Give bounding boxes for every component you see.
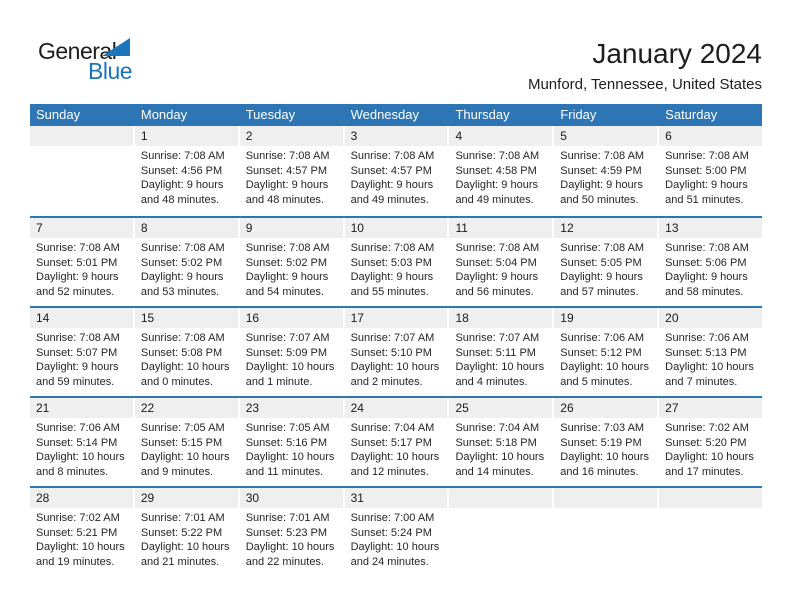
day-number: 10	[350, 221, 364, 235]
day-number: 9	[245, 221, 253, 235]
day-number-cell	[135, 126, 240, 146]
daylight-text-line2: and 52 minutes.	[36, 285, 115, 298]
sunset-text: Sunset: 5:14 PM	[36, 436, 118, 449]
day-number-cell	[135, 218, 240, 238]
sunset-text: Sunset: 5:08 PM	[140, 346, 223, 359]
day-number-cell	[554, 308, 659, 328]
day-cell	[554, 508, 659, 569]
weekday-header-sunday: Sunday	[36, 107, 81, 122]
sunset-text: Sunset: 5:24 PM	[350, 526, 432, 539]
day-cell	[659, 146, 762, 207]
sunrise-text: Sunrise: 7:08 AM	[455, 242, 540, 254]
daylight-text-line1: Daylight: 10 hours	[665, 451, 754, 463]
sunset-text: Sunset: 5:18 PM	[455, 436, 537, 449]
day-cell	[240, 508, 345, 569]
sunset-text: Sunset: 5:20 PM	[665, 436, 747, 449]
day-number-cell	[345, 126, 450, 146]
sunrise-text: Sunrise: 7:05 AM	[140, 422, 225, 434]
day-number-cell	[659, 126, 762, 146]
week-content-row	[30, 328, 762, 389]
day-number-cell	[240, 308, 345, 328]
daylight-text-line2: and 57 minutes.	[560, 285, 639, 298]
day-number: 3	[350, 129, 358, 143]
sunset-text: Sunset: 5:13 PM	[665, 346, 747, 359]
day-cell	[30, 418, 135, 479]
day-cell	[554, 146, 659, 207]
day-number: 2	[245, 129, 253, 143]
daylight-text-line2: and 21 minutes.	[140, 555, 220, 568]
sunrise-text: Sunrise: 7:08 AM	[245, 150, 330, 162]
sunset-text: Sunset: 5:05 PM	[560, 256, 642, 269]
sunrise-text: Sunrise: 7:07 AM	[245, 332, 330, 344]
daylight-text-line2: and 17 minutes.	[665, 465, 744, 478]
week-content-row	[30, 146, 762, 207]
daylight-text-line2: and 11 minutes.	[245, 465, 324, 478]
sunset-text: Sunset: 4:57 PM	[245, 164, 328, 177]
weekday-header-tuesday: Tuesday	[245, 107, 296, 122]
day-cell	[659, 418, 762, 479]
day-cell	[554, 238, 659, 299]
week-row	[30, 216, 762, 306]
sunrise-text: Sunrise: 7:08 AM	[455, 150, 540, 162]
day-number: 28	[36, 491, 50, 505]
calendar-table	[30, 104, 762, 576]
day-cell	[659, 328, 762, 389]
day-number: 25	[455, 401, 469, 415]
sunset-text: Sunset: 5:01 PM	[36, 256, 118, 269]
daylight-text-line1: Daylight: 9 hours	[140, 271, 224, 283]
weekday-header-thursday: Thursday	[455, 107, 510, 122]
weekday-header-friday: Friday	[560, 107, 597, 122]
sunset-text: Sunset: 5:07 PM	[36, 346, 118, 359]
daylight-text-line2: and 8 minutes.	[36, 465, 109, 478]
daylight-text-line2: and 16 minutes.	[560, 465, 639, 478]
sunset-text: Sunset: 5:02 PM	[245, 256, 328, 269]
day-cell	[30, 508, 135, 569]
general-blue-logo	[38, 40, 178, 82]
daylight-text-line2: and 50 minutes.	[560, 193, 639, 206]
day-cell	[449, 238, 554, 299]
day-number: 11	[455, 221, 468, 235]
day-number-cell	[30, 488, 135, 508]
week-row	[30, 486, 762, 576]
sunrise-text: Sunrise: 7:08 AM	[350, 150, 435, 162]
daylight-text-line2: and 14 minutes.	[455, 465, 534, 478]
sunset-text: Sunset: 5:10 PM	[350, 346, 432, 359]
day-cell	[345, 418, 450, 479]
day-number-cell	[449, 398, 554, 418]
daylight-text-line1: Daylight: 10 hours	[140, 451, 230, 463]
daylight-text-line2: and 9 minutes.	[140, 465, 214, 478]
day-number-cell	[554, 126, 659, 146]
sunset-text: Sunset: 4:59 PM	[560, 164, 642, 177]
daylight-text-line2: and 51 minutes.	[665, 193, 744, 206]
day-number-cell	[345, 308, 450, 328]
daylight-text-line1: Daylight: 9 hours	[455, 179, 538, 191]
day-cell	[240, 146, 345, 207]
day-number: 20	[665, 311, 679, 325]
sunset-text: Sunset: 5:12 PM	[560, 346, 642, 359]
day-number-cell	[449, 308, 554, 328]
sunrise-text: Sunrise: 7:08 AM	[140, 332, 225, 344]
sunrise-text: Sunrise: 7:01 AM	[245, 512, 330, 524]
daylight-text-line2: and 48 minutes.	[140, 193, 220, 206]
day-number: 22	[140, 401, 155, 415]
daylight-text-line1: Daylight: 10 hours	[140, 541, 230, 553]
page-title: January 2024	[592, 38, 762, 69]
day-number-cell	[240, 398, 345, 418]
sunrise-text: Sunrise: 7:06 AM	[665, 332, 749, 344]
daylight-text-line2: and 54 minutes.	[245, 285, 324, 298]
day-number: 24	[350, 401, 364, 415]
day-number-cell	[345, 398, 450, 418]
daylight-text-line1: Daylight: 9 hours	[560, 179, 643, 191]
daylight-text-line1: Daylight: 10 hours	[245, 451, 335, 463]
day-number: 8	[140, 221, 148, 235]
sunrise-text: Sunrise: 7:08 AM	[560, 242, 645, 254]
daylight-text-line1: Daylight: 10 hours	[36, 451, 125, 463]
day-number: 6	[665, 129, 672, 143]
day-number-cell	[449, 126, 554, 146]
day-number: 30	[245, 491, 260, 505]
daylight-text-line2: and 59 minutes.	[36, 375, 115, 388]
daylight-text-line1: Daylight: 9 hours	[350, 179, 434, 191]
daylight-text-line1: Daylight: 10 hours	[350, 541, 440, 553]
sunset-text: Sunset: 5:09 PM	[245, 346, 328, 359]
daylight-text-line2: and 2 minutes.	[350, 375, 423, 388]
weekday-header-monday: Monday	[140, 107, 188, 122]
daylight-text-line2: and 55 minutes.	[350, 285, 429, 298]
sunrise-text: Sunrise: 7:08 AM	[140, 150, 225, 162]
day-number: 1	[140, 129, 148, 143]
sunrise-text: Sunrise: 7:04 AM	[455, 422, 540, 434]
day-number-cell	[240, 488, 345, 508]
day-cell	[345, 328, 450, 389]
day-cell	[135, 146, 240, 207]
daylight-text-line1: Daylight: 9 hours	[245, 271, 329, 283]
daylight-text-line2: and 19 minutes.	[36, 555, 115, 568]
daylight-text-line1: Daylight: 10 hours	[665, 361, 754, 373]
day-cell	[659, 508, 762, 569]
week-content-row	[30, 418, 762, 479]
day-number: 4	[455, 129, 463, 143]
daylight-text-line2: and 5 minutes.	[560, 375, 633, 388]
day-cell	[240, 238, 345, 299]
day-number: 21	[36, 401, 50, 415]
week-row	[30, 306, 762, 396]
sunrise-text: Sunrise: 7:02 AM	[36, 512, 120, 524]
daylight-text-line2: and 56 minutes.	[455, 285, 534, 298]
daylight-text-line1: Daylight: 9 hours	[665, 179, 748, 191]
daylight-text-line2: and 49 minutes.	[350, 193, 429, 206]
daylight-text-line2: and 49 minutes.	[455, 193, 534, 206]
sunrise-text: Sunrise: 7:07 AM	[455, 332, 540, 344]
daylight-text-line2: and 24 minutes.	[350, 555, 429, 568]
sunrise-text: Sunrise: 7:08 AM	[665, 150, 749, 162]
sunrise-text: Sunrise: 7:07 AM	[350, 332, 435, 344]
daylight-text-line1: Daylight: 9 hours	[36, 271, 119, 283]
daylight-text-line1: Daylight: 9 hours	[665, 271, 748, 283]
day-number: 15	[140, 311, 155, 325]
daylight-text-line1: Daylight: 10 hours	[245, 361, 335, 373]
daylight-text-line1: Daylight: 10 hours	[140, 361, 230, 373]
day-number: 19	[560, 311, 574, 325]
sunset-text: Sunset: 5:21 PM	[36, 526, 118, 539]
day-number-band	[30, 126, 762, 146]
daylight-text-line1: Daylight: 9 hours	[140, 179, 224, 191]
day-cell	[449, 328, 554, 389]
day-number: 16	[245, 311, 260, 325]
day-cell	[135, 418, 240, 479]
day-number: 31	[350, 491, 364, 505]
day-cell	[135, 238, 240, 299]
day-number: 26	[560, 401, 574, 415]
day-number-cell	[554, 398, 659, 418]
day-number-cell	[30, 308, 135, 328]
sunrise-text: Sunrise: 7:08 AM	[245, 242, 330, 254]
sunrise-text: Sunrise: 7:08 AM	[140, 242, 225, 254]
day-cell	[345, 238, 450, 299]
sunrise-text: Sunrise: 7:08 AM	[560, 150, 645, 162]
day-number-cell	[659, 308, 762, 328]
sunrise-text: Sunrise: 7:00 AM	[350, 512, 435, 524]
sunset-text: Sunset: 5:03 PM	[350, 256, 432, 269]
daylight-text-line1: Daylight: 10 hours	[560, 361, 649, 373]
day-number: 12	[560, 221, 574, 235]
day-number-cell	[135, 398, 240, 418]
daylight-text-line1: Daylight: 10 hours	[350, 451, 440, 463]
calendar-weeks	[30, 126, 762, 576]
daylight-text-line2: and 58 minutes.	[665, 285, 744, 298]
day-cell	[554, 418, 659, 479]
sunset-text: Sunset: 5:19 PM	[560, 436, 642, 449]
day-number: 5	[560, 129, 567, 143]
sunset-text: Sunset: 5:00 PM	[665, 164, 747, 177]
day-cell	[240, 418, 345, 479]
daylight-text-line2: and 0 minutes.	[140, 375, 214, 388]
day-cell	[659, 238, 762, 299]
location-subtitle: Munford, Tennessee, United States	[527, 76, 762, 93]
sunset-text: Sunset: 5:04 PM	[455, 256, 537, 269]
week-row	[30, 396, 762, 486]
sunrise-text: Sunrise: 7:06 AM	[560, 332, 645, 344]
sunset-text: Sunset: 4:58 PM	[455, 164, 537, 177]
day-number-cell	[449, 218, 554, 238]
daylight-text-line1: Daylight: 10 hours	[245, 541, 335, 553]
sunset-text: Sunset: 5:11 PM	[455, 346, 536, 359]
sunrise-text: Sunrise: 7:05 AM	[245, 422, 330, 434]
day-number: 17	[350, 311, 364, 325]
daylight-text-line2: and 48 minutes.	[245, 193, 324, 206]
daylight-text-line2: and 12 minutes.	[350, 465, 429, 478]
day-number-cell	[30, 398, 135, 418]
day-number-band	[30, 398, 762, 418]
sunrise-text: Sunrise: 7:08 AM	[665, 242, 749, 254]
day-number-cell	[30, 218, 135, 238]
logo-text-blue: Blue	[88, 58, 133, 84]
daylight-text-line1: Daylight: 9 hours	[350, 271, 434, 283]
day-number: 14	[36, 311, 50, 325]
daylight-text-line2: and 7 minutes.	[665, 375, 738, 388]
sunset-text: Sunset: 5:02 PM	[140, 256, 223, 269]
weekday-header-saturday: Saturday	[665, 107, 718, 122]
day-cell	[449, 508, 554, 569]
week-content-row	[30, 508, 762, 569]
sunset-text: Sunset: 4:56 PM	[140, 164, 223, 177]
day-number-cell	[345, 218, 450, 238]
day-number-cell	[554, 488, 659, 508]
daylight-text-line1: Daylight: 9 hours	[245, 179, 329, 191]
day-number-cell	[240, 218, 345, 238]
daylight-text-line1: Daylight: 10 hours	[455, 361, 545, 373]
sunrise-text: Sunrise: 7:04 AM	[350, 422, 435, 434]
day-cell	[30, 328, 135, 389]
day-number-cell	[449, 488, 554, 508]
daylight-text-line1: Daylight: 10 hours	[36, 541, 125, 553]
sunrise-text: Sunrise: 7:03 AM	[560, 422, 645, 434]
day-number-cell	[30, 126, 135, 146]
sunset-text: Sunset: 5:22 PM	[140, 526, 223, 539]
day-cell	[30, 146, 135, 207]
day-number: 29	[140, 491, 155, 505]
weekday-header-row	[30, 104, 762, 126]
sunset-text: Sunset: 5:23 PM	[245, 526, 328, 539]
day-cell	[345, 146, 450, 207]
sunrise-text: Sunrise: 7:08 AM	[36, 242, 120, 254]
sunset-text: Sunset: 5:06 PM	[665, 256, 747, 269]
sunset-text: Sunset: 5:17 PM	[350, 436, 432, 449]
day-number: 13	[665, 221, 679, 235]
day-number-cell	[135, 488, 240, 508]
logo-text-general: General	[38, 38, 117, 64]
sunrise-text: Sunrise: 7:08 AM	[36, 332, 120, 344]
day-cell	[135, 328, 240, 389]
day-cell	[449, 418, 554, 479]
daylight-text-line2: and 22 minutes.	[245, 555, 324, 568]
day-number: 23	[245, 401, 260, 415]
day-cell	[240, 328, 345, 389]
day-number: 7	[36, 221, 43, 235]
daylight-text-line2: and 1 minute.	[245, 375, 313, 388]
day-cell	[554, 328, 659, 389]
day-number-cell	[554, 218, 659, 238]
daylight-text-line2: and 4 minutes.	[455, 375, 528, 388]
header-titles	[528, 38, 762, 93]
weekday-header-wednesday: Wednesday	[350, 107, 419, 122]
daylight-text-line2: and 53 minutes.	[140, 285, 220, 298]
day-cell	[449, 146, 554, 207]
sunrise-text: Sunrise: 7:08 AM	[350, 242, 435, 254]
daylight-text-line1: Daylight: 10 hours	[350, 361, 440, 373]
day-number-band	[30, 488, 762, 508]
daylight-text-line1: Daylight: 9 hours	[560, 271, 643, 283]
day-number: 27	[665, 401, 679, 415]
day-number: 18	[455, 311, 469, 325]
day-cell	[345, 508, 450, 569]
sunset-text: Sunset: 4:57 PM	[350, 164, 432, 177]
day-number-cell	[659, 488, 762, 508]
sunset-text: Sunset: 5:16 PM	[245, 436, 328, 449]
day-number-cell	[135, 308, 240, 328]
day-number-band	[30, 308, 762, 328]
sunrise-text: Sunrise: 7:02 AM	[665, 422, 749, 434]
day-cell	[135, 508, 240, 569]
day-number-cell	[240, 126, 345, 146]
daylight-text-line1: Daylight: 9 hours	[36, 361, 119, 373]
week-row	[30, 126, 762, 216]
week-content-row	[30, 238, 762, 299]
daylight-text-line1: Daylight: 10 hours	[455, 451, 545, 463]
day-number-cell	[345, 488, 450, 508]
day-number-cell	[659, 218, 762, 238]
day-number-band	[30, 218, 762, 238]
sunset-text: Sunset: 5:15 PM	[140, 436, 223, 449]
day-cell	[30, 238, 135, 299]
daylight-text-line1: Daylight: 9 hours	[455, 271, 538, 283]
day-number-cell	[659, 398, 762, 418]
sunrise-text: Sunrise: 7:06 AM	[36, 422, 120, 434]
sunrise-text: Sunrise: 7:01 AM	[140, 512, 225, 524]
daylight-text-line1: Daylight: 10 hours	[560, 451, 649, 463]
